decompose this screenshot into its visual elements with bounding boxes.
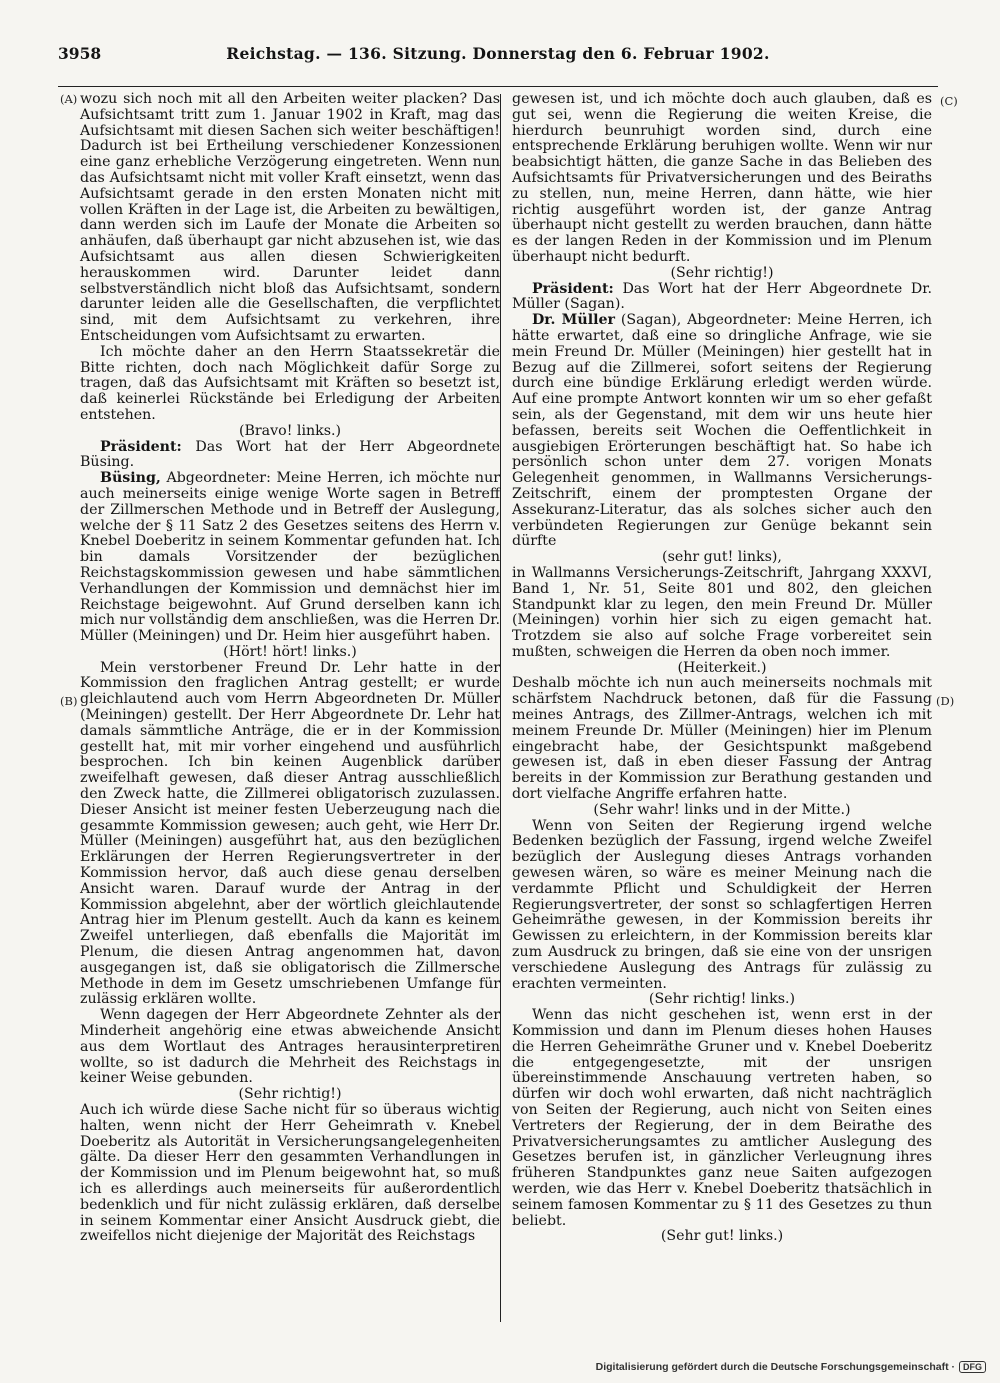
- speaker-paragraph: [512, 313, 932, 550]
- left-column: [80, 92, 500, 1245]
- speech-text: Das Wort hat der Herr Abgeordnete Büsing.: [80, 438, 500, 471]
- paragraph: Mein verstorbener Freund Dr. Lehr hatte in der Kommission den fraglichen Antrag gestellt; er wurde gleichlautend auch vom Herrn Abgeordneten Dr. Müller (Meiningen) gestellt. Der Herr Abgeordnete Dr. Lehr hat damals sämmtliche Anträge, die er in der Kommission gestellt hat, mit mir vorher eingehend und ausführlich besprochen. Ich bin keinen Augenblick darüber zweifelhaft gewesen, daß dieser Antrag ausschließlich den Zweck hatte, die Zillmerei obligatorisch zuzulassen. Dieser Ansicht ist meiner festen Ueberzeugung nach die gesammte Kommission gewesen; auch geht, wie Herr Dr. Müller (Meiningen) ausgeführt hat, aus den bezüglichen Erklärungen der Herren Regierungsvertreter in der Kommission hervor, daß auch diese genau derselben Ansicht waren. Darauf wurde der Antrag in der Kommission abgelehnt, aber der wörtlich gleichlautende Antrag hier im Plenum gestellt. Auch da kann es keinem Zweifel unterliegen, daß ebenfalls die Majorität im Plenum, die diesen Antrag angenommen hat, davon ausgegangen ist, daß sie obligatorisch die Zillmersche Methode in dem im Gesetz umschriebenen Umfange für zulässig erklären wollte.: [80, 659, 500, 1008]
- interjection: (Sehr gut! links.): [660, 1228, 784, 1245]
- credit-text: Digitalisierung gefördert durch die Deutsche Forschungsgemeinschaft ·: [595, 1361, 955, 1373]
- speaker-paragraph: [512, 282, 932, 314]
- speaker-name: Dr. Müller: [532, 312, 615, 329]
- margin-marker-b: (B): [60, 694, 78, 708]
- paragraph: Wenn von Seiten der Regierung irgend welche Bedenken bezüglich der Fassung, irgend welche Zweifel bezüglich der Auslegung dieses Antrags vorhanden gewesen wären, so wäre es meiner Meinung nach die verdammte Pflicht und Schuldigkeit der Herren Regierungsvertreter, der sonst so schlagfertigen Herren Geheimräthe gewesen, in der Kommission bereits ihr Gewissen zu erleichtern, in der Kommission bereits klar zum Ausdruck zu bringen, daß sie eine von der unsrigen verschiedene Auslegung des Antrags für zulässig zu erachten vermeinten.: [512, 817, 932, 992]
- interjection: (Sehr richtig!): [238, 1086, 342, 1103]
- paragraph: Wenn das nicht geschehen ist, wenn erst in der Kommission und dann im Plenum dieses hohen Hauses die Herren Geheimräthe Gruner und v. Knebel Doeberitz die entgegengesetzte, mit der unsrigen übereinstimmende Anschauung vertreten haben, so dürfen wir doch wohl erwarten, daß nicht nachträglich von Seiten der Regierung, auch nicht von Seiten eines Vertreters der Regierung, der in dem Beirathe des Privatversicherungsamtes zu amtlicher Auslegung des Gesetzes berufen ist, in gänzlicher Verleugnung ihres früheren Standpunktes ganz neue Saiten aufgezogen werden, wie das Herr v. Knebel Doeberitz thatsächlich in seinem famosen Kommentar zu § 11 des Gesetzes zu thun beliebt.: [512, 1007, 932, 1229]
- interjection: (Hört! hört! links.): [223, 643, 357, 660]
- paragraph: Ich möchte daher an den Herrn Staatssekretär die Bitte richten, doch nach Möglichkeit dafür Sorge zu tragen, daß das Aufsichtsamt mit Kräften so besetzt ist, daß keinerlei Rückstände bei Erledigung der Arbeiten entstehen.: [80, 343, 500, 423]
- paragraph: Deshalb möchte ich nun auch meinerseits nochmals mit schärfstem Nachdruck betonen, daß für die Fassung meines Antrags, des Zillmer-Antrags, welchen ich mit meinem Freunde Dr. Müller (Meiningen) hier im Plenum eingebracht habe, der Gesichtspunkt maßgebend gewesen ist, daß in eben dieser Fassung der Antrag bereits in der Kommission zur Berathung gestanden und dort vielfache Angriffe erfahren hatte.: [512, 675, 932, 803]
- dfg-logo: DFG: [959, 1361, 986, 1373]
- speaker-paragraph: [80, 440, 500, 472]
- speaker-name: Büsing,: [100, 470, 161, 487]
- digitization-credit: [596, 1361, 986, 1373]
- speech-text: (Sagan), Abgeordneter: Meine Herren, ich hätte erwartet, daß eine so dringliche Anfrage, wie sie mein Freund Dr. Müller (Meiningen) hier gestellt hat in Bezug auf die Zillmerei, sofort seitens der Regierung durch eine bündige Erklärung erledigt werden würde. Auf eine prompte Antwort konnten wir um so eher gefaßt sein, als der Gegenstand, mit dem wir uns heute hier befassen, bereits seit Wochen die Oeffentlichkeit in ausgiebigen Erörterungen beschäftigt hat. So habe ich persönlich schon unter dem 27. vorigen Monats Gelegenheit genommen, in Wallmanns Versicherungs-Zeitschrift, einem der promptesten Organe der Assekuranz-Literatur, das als solches sicher auch den verbündeten Regierungen zur Genüge bekannt sein dürfte: [512, 312, 932, 550]
- right-column: [512, 92, 932, 1245]
- paragraph: in Wallmanns Versicherungs-Zeitschrift, Jahrgang XXXVI, Band 1, Nr. 51, Seite 801 und 802, den gleichen Standpunkt klar zu legen, den mein Freund Dr. Müller (Meiningen) vorhin hier sich zu eigen gemacht hat. Trotzdem sie also auf solche Frage vorbereitet sein mußten, schweigen die Herren da oben noch immer.: [512, 564, 932, 660]
- speaker-paragraph: [80, 471, 500, 645]
- interjection: (Bravo! links.): [238, 422, 342, 439]
- paragraph: gewesen ist, und ich möchte doch auch glauben, daß es gut sei, wenn die Regierung die weiten Kreise, die hierdurch beunruhigt worden sind, durch eine entsprechende Erklärung beruhigen wollte. Wenn wir nur beabsichtigt hätten, die ganze Sache in das Belieben des Aufsichtsamts für Privatversicherungen und des Beiraths zu stellen, nun, meine Herren, dann hätte, wie hier richtig ausgeführt worden ist, der ganze Antrag überhaupt nicht gestellt zu werden brauchen, dann hätte es der langen Reden in der Kommission und im Plenum überhaupt nicht bedurft.: [512, 91, 932, 265]
- interjection: (Sehr wahr! links und in der Mitte.): [593, 801, 851, 818]
- interjection: (Sehr richtig!): [670, 264, 774, 281]
- page-header: [58, 40, 938, 68]
- page-number: 3958: [58, 44, 102, 63]
- margin-marker-c: (C): [940, 94, 958, 108]
- margin-marker-d: (D): [936, 694, 955, 708]
- column-rule: [500, 94, 501, 1322]
- paragraph: Wenn dagegen der Herr Abgeordnete Zehnter als der Minderheit angehörig eine etwas abweichende Ansicht aus dem Wortlaut des Antrages herausinterpretiren wollte, so ist dadurch die Mehrheit des Reichstags in keiner Weise gebunden.: [80, 1007, 500, 1087]
- speech-text: Das Wort hat der Herr Abgeordnete Dr. Müller (Sagan).: [512, 280, 933, 313]
- speech-text: Abgeordneter: Meine Herren, ich möchte nur auch meinerseits einige wenige Worte sagen in Betreff der Zillmerschen Methode und in Betreff der Auslegung, welche der § 11 Satz 2 des Gesetzes seitens des Herrn v. Knebel Doeberitz in seinem Kommentar gefunden hat. Ich bin damals Vorsitzender der bezüglichen Reichstagskommission gewesen und habe sämmtlichen Verhandlungen der Kommission und demnächst hier im Reichstage beigewohnt. Auf Grund derselben kann ich mich nur vollständig dem anschließen, was die Herren Dr. Müller (Meiningen) und Dr. Heim hier ausgeführt haben.: [80, 470, 500, 645]
- interjection: (sehr gut! links),: [662, 549, 782, 566]
- interjection: (Heiterkeit.): [677, 659, 767, 676]
- interjection: (Sehr richtig! links.): [648, 991, 796, 1008]
- speaker-name: Präsident:: [532, 280, 614, 297]
- header-rule: [58, 86, 938, 87]
- page-title: Reichstag. — 136. Sitzung. Donnerstag den 6. Februar 1902.: [226, 44, 770, 63]
- speaker-name: Präsident:: [100, 438, 182, 455]
- paragraph: Auch ich würde diese Sache nicht für so überaus wichtig halten, wenn nicht der Herr Geheimrath v. Knebel Doeberitz als Autorität in Versicherungsangelegenheiten gälte. Da dieser Herr den gesammten Verhandlungen in der Kommission und im Plenum beigewohnt hat, so muß ich es allerdings auch meinerseits für außerordentlich bedenklich und für nicht zulässig erklären, daß derselbe in seinem Kommentar einer Ansicht Ausdruck giebt, die zweifellos nicht diejenige der Majorität des Reichstags: [80, 1102, 500, 1245]
- margin-marker-a: (A): [60, 92, 78, 106]
- paragraph: wozu sich noch mit all den Arbeiten weiter placken? Das Aufsichtsamt tritt zum 1. Januar 1902 in Kraft, mag das Aufsichtsamt mit diesen Sachen sich weiter beschäftigen! Dadurch ist bei Ertheilung verschiedener Konzessionen eine ganz erhebliche Verzögerung eingetreten. Wenn nun das Aufsichtsamt nicht mit voller Kraft einsetzt, wenn das Aufsichtsamt gerade in den ersten Monaten nicht mit vollen Kräften in der Lage ist, die Arbeiten zu bewältigen, dann werden sich im Laufe der Monate die Arbeiten so anhäufen, daß überhaupt gar nicht abzusehen ist, wie das Aufsichtsamt aus allen diesen Schwierigkeiten herauskommen wird. Darunter leidet dann selbstverständlich nicht bloß das Aufsichtsamt, sondern darunter leiden alle die Gesellschaften, die verpflichtet sind, mit dem Aufsichtsamt zu verkehren, ihre Entscheidungen vom Aufsichtsamt zu erwarten.: [80, 91, 500, 344]
